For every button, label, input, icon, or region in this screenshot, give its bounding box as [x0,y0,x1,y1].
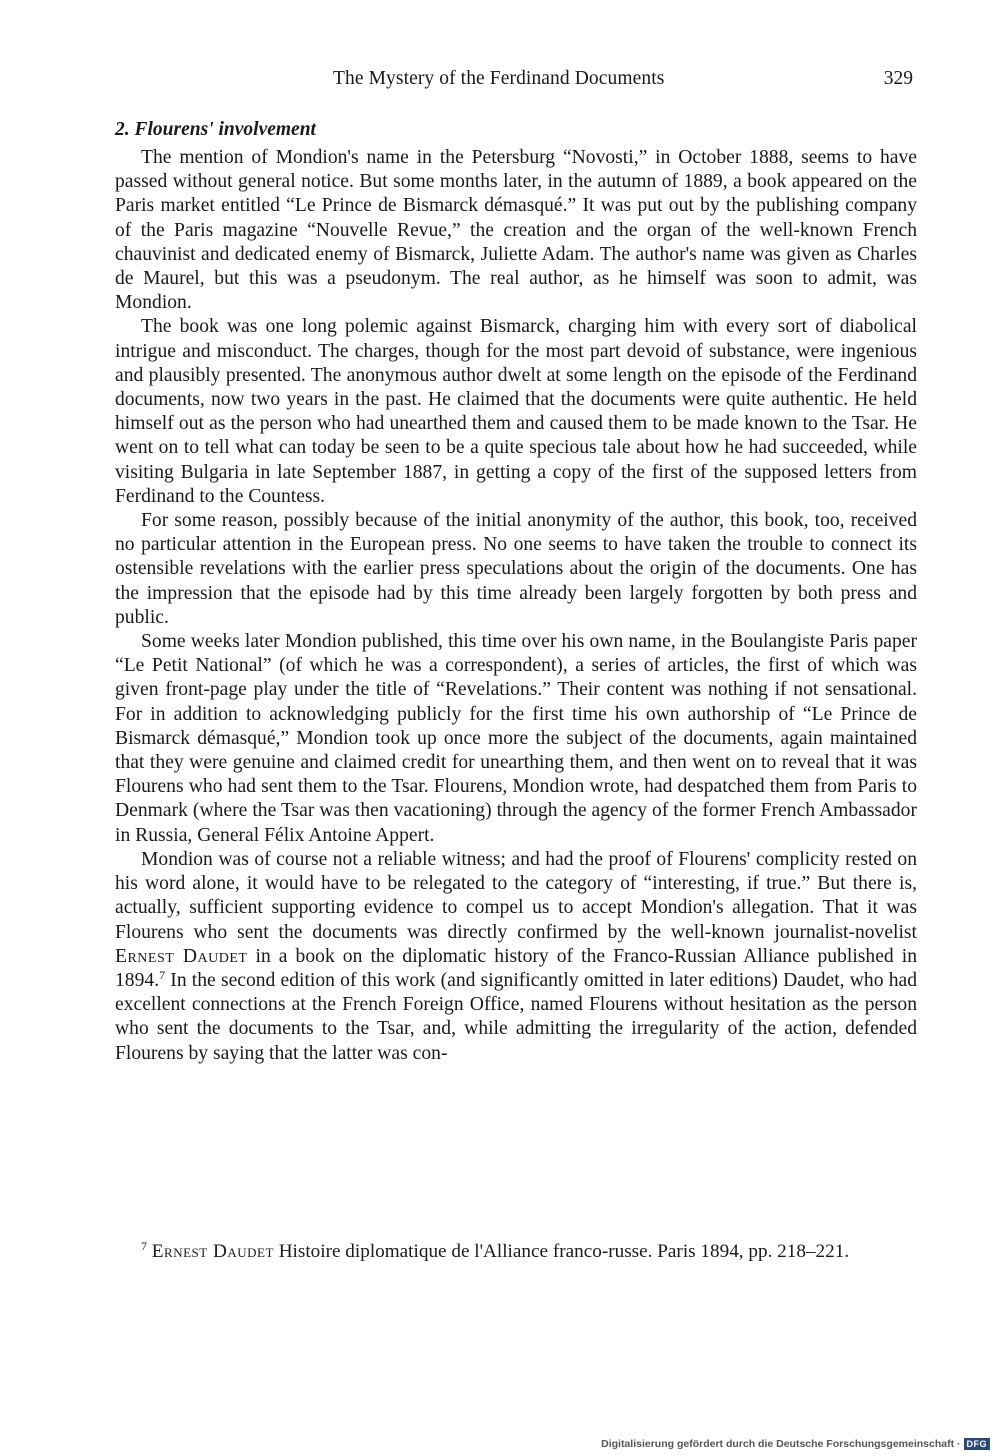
dfg-logo-icon: DFG [964,1438,991,1450]
paragraph-5-text-middle: in a book on the diplomatic history of the Franco-Russian Alliance published in 1894. [115,945,918,991]
paragraph-5-text-after: In the second edition of this work (and significantly omitted in later editions) Daudet, who had excellent connections at the French Foreign Office, named Flourens without hesitation as the person who sent the documents to the Tsar, and, while admitting the irregularity of the action, defended Flourens by saying that the latter was con- [115,969,917,1064]
book-page [115,64,917,1066]
running-title: The Mystery of the Ferdinand Documents [333,68,665,89]
paragraph-5 [115,848,917,1066]
digitization-text: Digitalisierung gefördert durch die Deutsche Forschungsgemeinschaft · [601,1438,961,1450]
footnote [115,1240,917,1264]
footnote-author: Ernest Daudet [151,1241,274,1262]
footnote-text: Histoire diplomatique de l'Alliance franco-russe. Paris 1894, pp. 218–221. [273,1241,850,1262]
paragraph-3: For some reason, possibly because of the initial anonymity of the author, this book, too, received no particular attention in the European press. No one seems to have taken the trouble to connect its ostensible revelations with the earlier press speculations about the origin of the documents. One has the impression that the episode had by this time already been largely forgotten by both press and public. [115,510,917,628]
paragraph-4: Some weeks later Mondion published, this time over his own name, in the Boulangiste Paris paper “Le Petit National” (of which he was a correspondent), a series of articles, the first of which was given front-page play under the title of “Revelations.” Their content was nothing if not sensational. For in addition to acknowledging publicly for the first time his own authorship of “Le Prince de Bismarck démasqué,” Mondion took up once more the subject of the documents, again maintained that they were genuine and claimed credit for unearthing them, and then went on to reveal that it was Flourens who had sent them to the Tsar. Flourens, Mondion wrote, had despatched them from Paris to Denmark (where the Tsar was then vacationing) through the agency of the former French Ambassador in Russia, General Félix Antoine Appert. [115,631,917,846]
footnote-number: 7 [141,1239,147,1253]
footnote-reference[interactable]: 7 [159,967,166,982]
page-number: 329 [883,68,913,89]
running-head [115,64,917,98]
section-heading: 2. Flourens' involvement [115,119,316,140]
body-text [115,146,917,1066]
paragraph-1: The mention of Mondion's name in the Petersburg “Novosti,” in October 1888, seems to have passed without general notice. But some months later, in the autumn of 1889, a book appeared on the Paris market entitled “Le Prince de Bismarck démasqué.” It was put out by the publishing company of the Paris magazine “Nouvelle Revue,” the creation and the organ of the well-known French chauvinist and dedicated enemy of Bismarck, Juliette Adam. The author's name was given as Charles de Maurel, but this was a pseudonym. The real author, as he himself was soon to admit, was Mondion. [115,147,917,314]
author-name-small-caps: Ernest Daudet [115,945,248,967]
paragraph-5-text-before: Mondion was of course not a reliable witness; and had the proof of Flourens' complicity rested on his word alone, it would have to be relegated to the category of “interesting, if true.” But there is, actually, sufficient supporting evidence to compel us to accept Mondion's allegation. That it was Flourens who sent the documents was directly confirmed by the well-known journalist-novelist [115,848,917,943]
digitization-banner [601,1438,990,1450]
paragraph-2: The book was one long polemic against Bismarck, charging him with every sort of diabolical intrigue and misconduct. The charges, though for the most part devoid of substance, were ingenious and plausibly presented. The anonymous author dwelt at some length on the episode of the Ferdinand documents, now two years in the past. He claimed that the documents were quite authentic. He held himself out as the person who had unearthed them and caused them to be made known to the Tsar. He went on to tell what can today be seen to be a quite specious tale about how he had succeeded, while visiting Bulgaria in late September 1887, in getting a copy of the first of the supposed letters from Ferdinand to the Countess. [115,316,917,507]
